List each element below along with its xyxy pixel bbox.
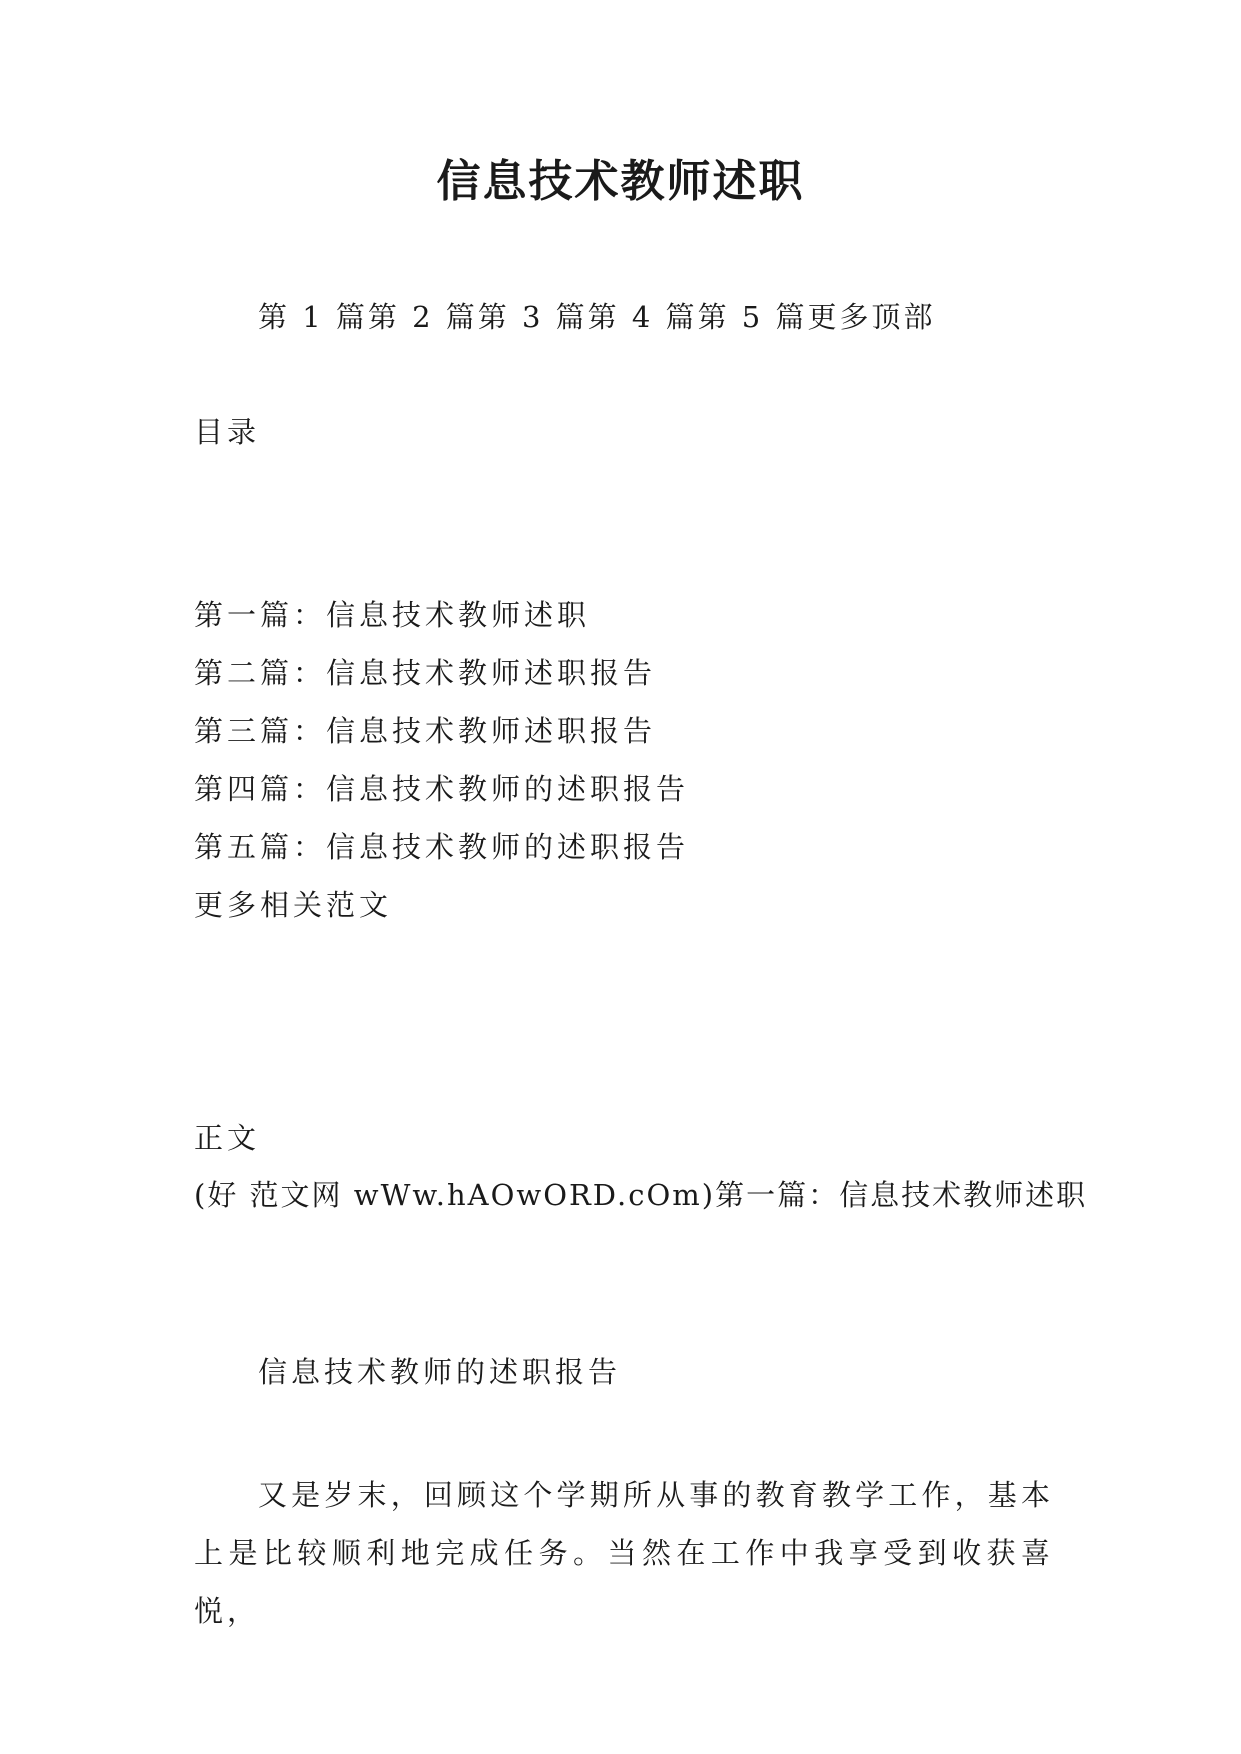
document-title: 信息技术教师述职 (436, 156, 805, 207)
toc-item-part-5[interactable]: 第五篇：信息技术教师的述职报告 (194, 830, 690, 864)
nav-link-more[interactable]: 更多 (807, 300, 872, 334)
source-line: (好 范文网 wWw.hAOwORD.cOm)第一篇：信息技术教师述职 (194, 1178, 1088, 1212)
nav-link-part-1[interactable]: 第 1 篇 (258, 300, 368, 334)
nav-link-part-3[interactable]: 第 3 篇 (477, 300, 588, 334)
nav-link-part-4[interactable]: 第 4 篇 (587, 300, 698, 334)
chapter-nav (258, 297, 935, 337)
nav-link-part-5[interactable]: 第 5 篇 (697, 300, 808, 334)
toc-item-part-4[interactable]: 第四篇：信息技术教师的述职报告 (194, 772, 690, 806)
toc-item-part-2[interactable]: 第二篇：信息技术教师述职报告 (194, 656, 657, 690)
toc-heading: 目录 (194, 415, 261, 449)
toc-list (194, 586, 689, 934)
nav-link-part-2[interactable]: 第 2 篇 (367, 300, 478, 334)
body-heading: 正文 (194, 1121, 261, 1155)
toc-item-more-related[interactable]: 更多相关范文 (194, 888, 393, 922)
toc-item-part-1[interactable]: 第一篇：信息技术教师述职 (194, 598, 591, 632)
body-paragraph: 又是岁末，回顾这个学期所从事的教育教学工作，基本上是比较顺利地完成任务。当然在工作中我享受到收获喜悦， (194, 1478, 1054, 1628)
nav-link-top[interactable]: 顶部 (871, 300, 936, 334)
section-subheading: 信息技术教师的述职报告 (258, 1355, 622, 1389)
toc-item-part-3[interactable]: 第三篇：信息技术教师述职报告 (194, 714, 657, 748)
